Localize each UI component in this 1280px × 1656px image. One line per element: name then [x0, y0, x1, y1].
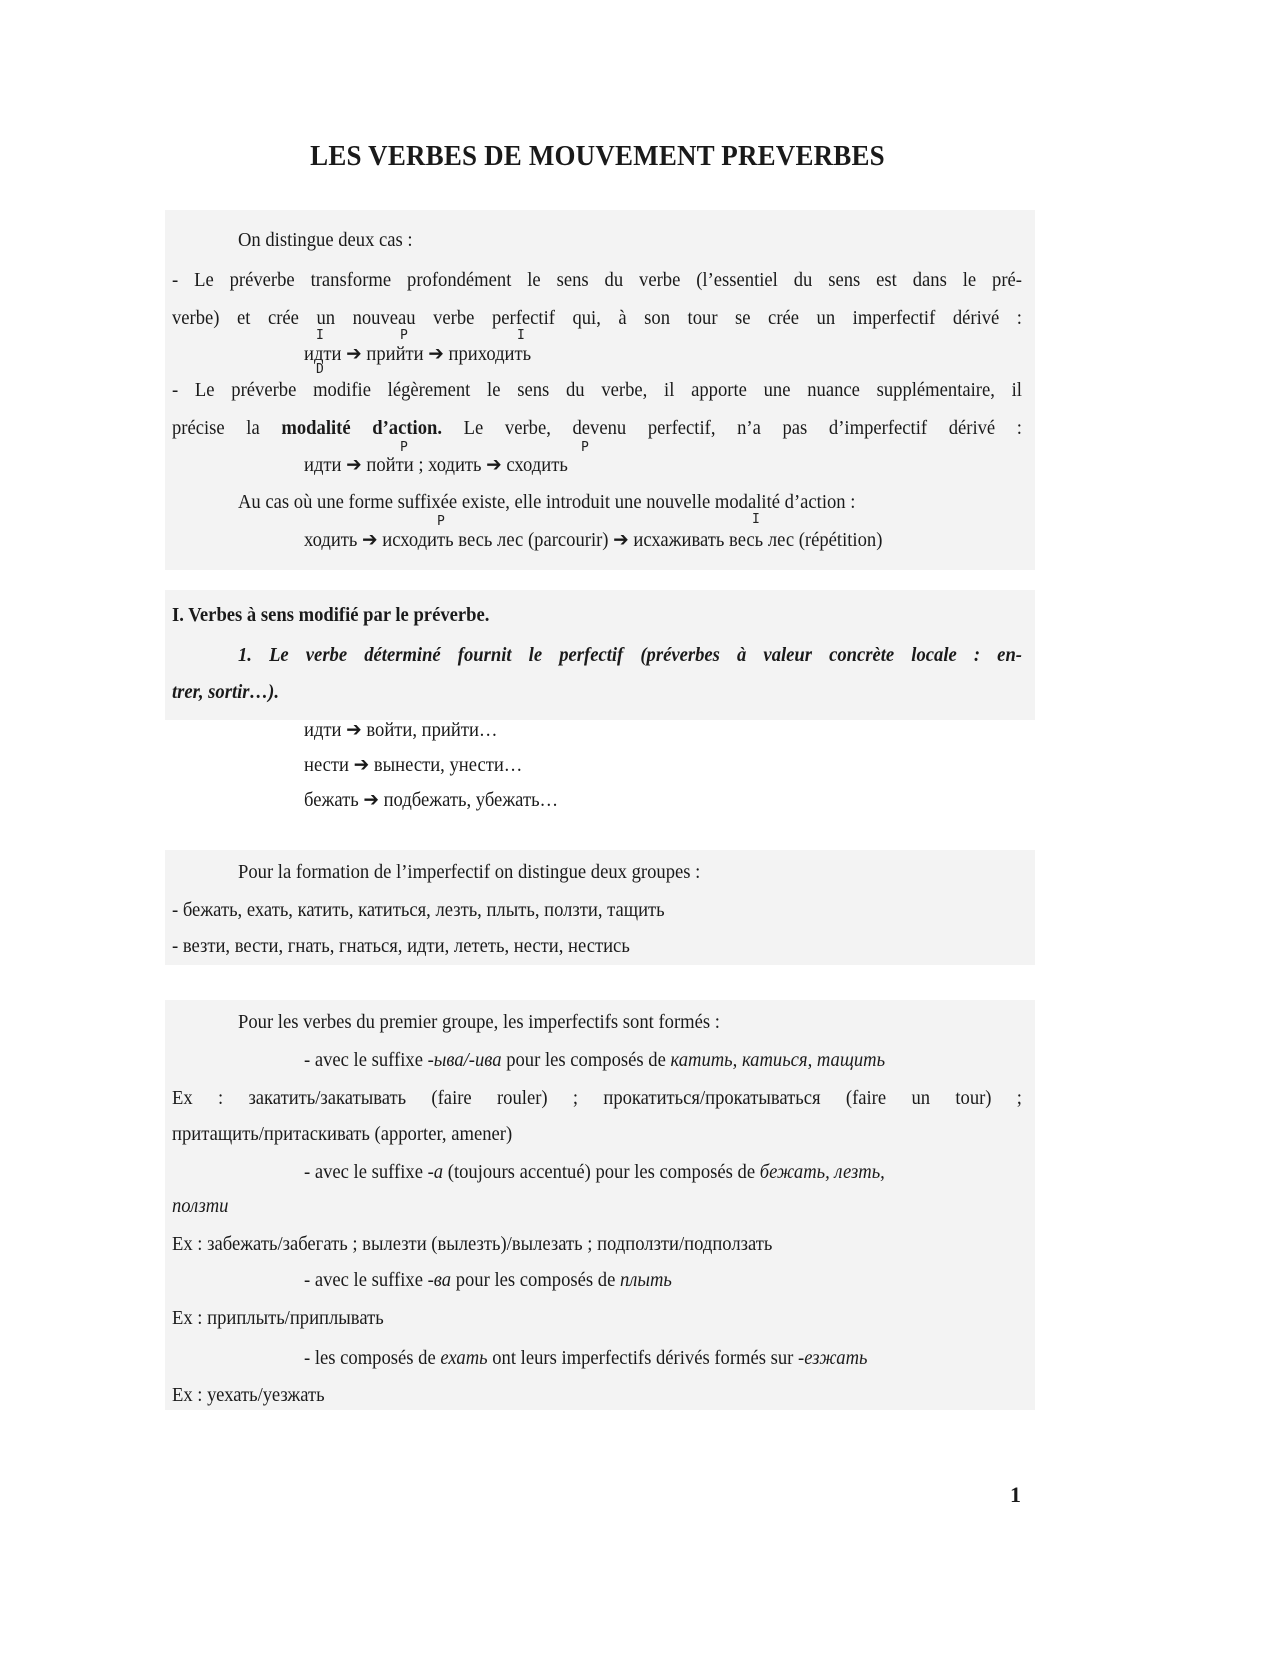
text-line [172, 416, 1022, 440]
text-segment: pour les composés de [501, 1049, 671, 1071]
text-line [172, 898, 665, 922]
aspect-mark-imperfective: I [752, 512, 760, 527]
text-line [172, 1122, 512, 1146]
text-segment: - les composés de [304, 1347, 441, 1369]
text-line [172, 306, 1022, 330]
aspect-mark-perfective: P [581, 440, 589, 455]
text-line [172, 1232, 772, 1256]
text-segment: Ex : уехать/уезжать [172, 1384, 325, 1406]
text-line [238, 1010, 720, 1034]
italic-text: катить, катиься, тащить [670, 1049, 886, 1071]
italic-text: бежать, лезть, [759, 1161, 885, 1183]
aspect-mark-imperfective: I [316, 328, 324, 343]
text-line [172, 268, 1022, 292]
text-segment: - avec le suffixe [304, 1269, 428, 1291]
text-segment: Pour les verbes du premier groupe, les imperfectifs sont formés : [238, 1011, 720, 1033]
text-line [238, 643, 1022, 667]
text-segment: идти ➔ прийти ➔ приходить [304, 343, 532, 365]
section-heading [172, 603, 489, 627]
text-line [172, 1306, 384, 1330]
text-segment: (toujours accentué) pour les composés de [443, 1161, 760, 1183]
text-segment: притащить/притаскивать (apporter, amener) [172, 1123, 513, 1145]
text-segment: Ex : приплыть/приплывать [172, 1307, 384, 1329]
text-segment: ont leurs imperfectifs dérivés formés sur [487, 1347, 799, 1369]
text-line [172, 1086, 1022, 1110]
aspect-mark-determinate: D [316, 362, 324, 377]
text-segment: идти ➔ пойти ; ходить ➔ сходить [304, 454, 568, 476]
text-segment: - avec le suffixe [304, 1161, 428, 1183]
text-line [304, 528, 882, 552]
bold-text: modalité d’action. [281, 417, 442, 439]
text-segment: - бежать, ехать, катить, катиться, лезть, плыть, ползти, тащить [172, 899, 665, 921]
text-line [238, 228, 413, 252]
text-segment: - avec le suffixe [304, 1049, 428, 1071]
text-segment: - Le préverbe modifie légèrement le sens du verbe, il apporte une nuance supplémentaire, il [172, 379, 1022, 401]
text-segment: идти ➔ войти, прийти… [304, 719, 498, 741]
text-line [238, 490, 855, 514]
bold-text: 1. Le verbe déterminé fournit le perfectif (préverbes à valeur concrète locale : en- [238, 644, 1022, 666]
italic-text: -ыва/-ива [427, 1049, 502, 1071]
text-segment: On distingue deux cas : [238, 229, 413, 251]
text-segment: Le verbe, devenu perfectif, n’a pas d’imperfectif dérivé : [441, 417, 1022, 439]
text-line [172, 934, 630, 958]
text-line [304, 1048, 885, 1072]
text-line [304, 1268, 672, 1292]
text-line [304, 788, 558, 812]
text-line [238, 860, 700, 884]
text-line [304, 1160, 885, 1184]
text-segment: Au cas où une forme suffixée existe, elle introduit une nouvelle modalité d’action : [238, 491, 856, 513]
italic-text: -ва [427, 1269, 452, 1291]
text-line [304, 718, 498, 742]
text-line [304, 753, 522, 777]
text-segment: бежать ➔ подбежать, убежать… [304, 789, 559, 811]
page-number: 1 [1010, 1482, 1021, 1507]
italic-text: плыть [619, 1269, 672, 1291]
text-segment: ходить ➔ исходить весь лес (parcourir) ➔ исхаживать весь лес (répétition) [304, 529, 883, 551]
text-segment: Ex : закатить/закатывать (faire rouler) ; прокатиться/прокатываться (faire un tour) ; [172, 1087, 1022, 1109]
italic-text: ехать [440, 1347, 488, 1369]
text-line [172, 378, 1022, 402]
bold-text: trer, sortir…). [172, 681, 279, 703]
text-line [172, 1194, 228, 1218]
italic-text: -а [427, 1161, 444, 1183]
aspect-mark-imperfective: I [517, 328, 525, 343]
text-segment: Ex : забежать/забегать ; вылезти (вылезть)/вылезать ; подползти/подползать [172, 1233, 773, 1255]
text-line [304, 342, 531, 366]
italic-text: ползти [172, 1195, 229, 1217]
text-segment: pour les composés de [451, 1269, 620, 1291]
text-line [304, 453, 568, 477]
text-line [172, 680, 279, 704]
text-segment: - Le préverbe transforme profondément le sens du verbe (l’essentiel du sens est dans le pré- [172, 269, 1022, 291]
aspect-mark-perfective: P [437, 514, 445, 529]
page-title: LES VERBES DE MOUVEMENT PREVERBES [310, 140, 885, 172]
aspect-mark-perfective: P [400, 440, 408, 455]
text-segment: - везти, вести, гнать, гнаться, идти, лететь, нести, нестись [172, 935, 630, 957]
text-segment: verbe) et crée un nouveau verbe perfectif qui, à son tour se crée un imperfectif dérivé : [172, 307, 1022, 329]
text-segment: Pour la formation de l’imperfectif on distingue deux groupes : [238, 861, 701, 883]
text-segment: нести ➔ вынести, унести… [304, 754, 523, 776]
text-line [304, 1346, 868, 1370]
aspect-mark-perfective: P [400, 328, 408, 343]
italic-text: -езжать [798, 1347, 868, 1369]
text-line [172, 1383, 325, 1407]
bold-text: I. Verbes à sens modifié par le préverbe. [172, 604, 490, 626]
text-segment: précise la [172, 417, 282, 439]
